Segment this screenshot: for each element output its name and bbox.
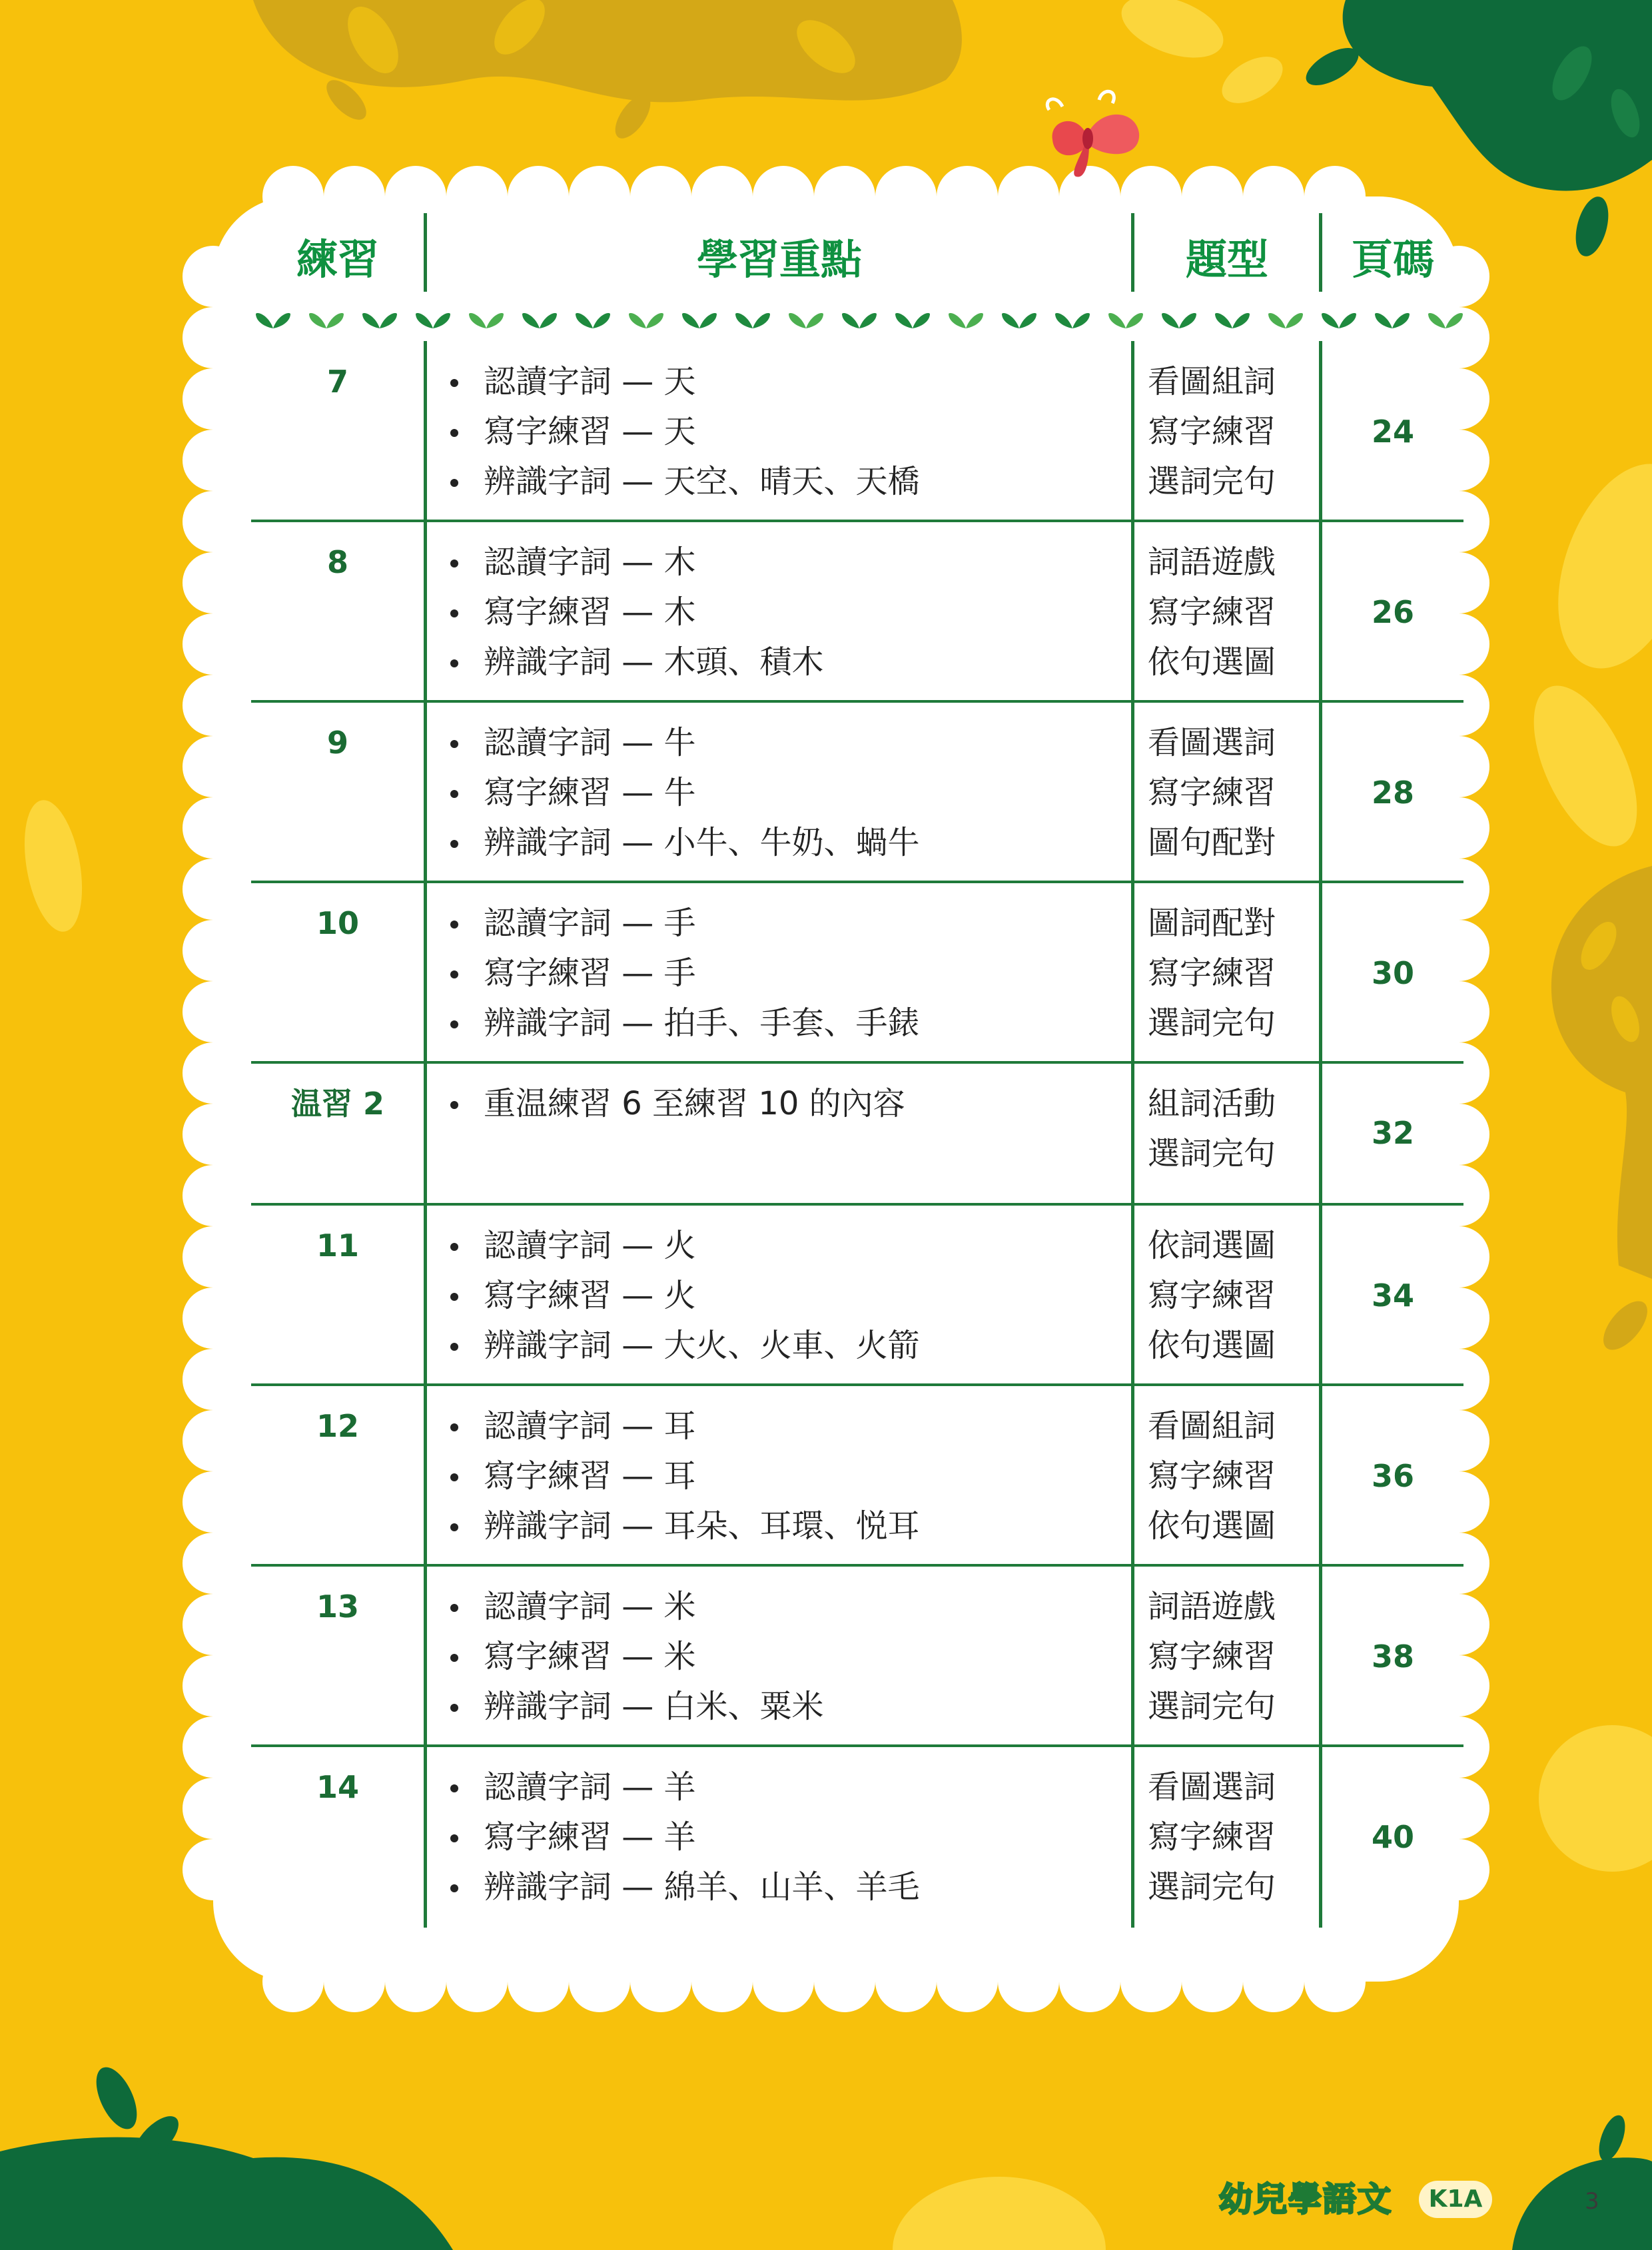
question-types xyxy=(1148,1221,1280,1371)
column-header-practice: 練習 xyxy=(296,235,379,284)
list-item: 寫字練習 — 羊 xyxy=(446,1812,1112,1862)
list-item: 認讀字詞 — 羊 xyxy=(446,1762,1112,1812)
question-type: 依詞選圖 xyxy=(1148,1227,1276,1264)
question-type: 詞語遊戲 xyxy=(1148,1588,1276,1625)
sprout-icon xyxy=(895,313,930,328)
question-type: 寫字練習 xyxy=(1148,413,1276,450)
sprout-icon xyxy=(309,313,344,328)
practice-number: 7 xyxy=(326,364,348,400)
list-item: 辨識字詞 — 大火、火車、火箭 xyxy=(446,1321,1112,1371)
question-type: 寫字練習 xyxy=(1148,1818,1276,1856)
list-item: 寫字練習 — 天 xyxy=(446,407,1112,457)
sprout-icon xyxy=(1268,313,1303,328)
question-type: 圖詞配對 xyxy=(1148,905,1276,942)
level-badge: K1A xyxy=(1419,2181,1492,2218)
sprout-icon xyxy=(1322,313,1356,328)
header-divider xyxy=(424,213,427,292)
question-type: 依句選圖 xyxy=(1148,1327,1276,1364)
sprout-icon xyxy=(469,313,504,328)
question-type: 寫字練習 xyxy=(1148,954,1276,992)
question-type: 選詞完句 xyxy=(1148,1004,1276,1042)
question-types xyxy=(1148,1762,1280,1912)
sprout-icon xyxy=(1215,313,1250,328)
row-divider xyxy=(251,1744,1463,1747)
sprout-icon xyxy=(1162,313,1196,328)
list-item: 寫字練習 — 木 xyxy=(446,587,1112,637)
page-number: 24 xyxy=(1371,414,1414,450)
column-header-page: 頁碼 xyxy=(1351,235,1434,284)
question-type: 寫字練習 xyxy=(1148,1457,1276,1495)
learning-points xyxy=(446,538,1112,687)
list-item: 認讀字詞 — 米 xyxy=(446,1582,1112,1632)
question-types xyxy=(1148,1401,1280,1551)
learning-points xyxy=(446,1762,1112,1912)
sprout-icon xyxy=(949,313,983,328)
practice-number: 10 xyxy=(316,905,359,941)
question-type: 選詞完句 xyxy=(1148,1135,1276,1172)
list-item: 辨識字詞 — 木頭、積木 xyxy=(446,637,1112,687)
list-item: 辨識字詞 — 綿羊、山羊、羊毛 xyxy=(446,1862,1112,1912)
sprout-icon xyxy=(789,313,823,328)
list-item: 認讀字詞 — 火 xyxy=(446,1221,1112,1271)
row-divider xyxy=(251,1061,1463,1064)
list-item: 認讀字詞 — 牛 xyxy=(446,718,1112,768)
sprout-icon xyxy=(1108,313,1143,328)
sprout-icon xyxy=(842,313,877,328)
page-number: 32 xyxy=(1371,1115,1414,1151)
list-item: 寫字練習 — 火 xyxy=(446,1271,1112,1321)
sprout-icon xyxy=(362,313,397,328)
question-type: 看圖選詞 xyxy=(1148,724,1276,761)
practice-number: 13 xyxy=(316,1589,359,1625)
page-number: 34 xyxy=(1371,1278,1414,1313)
row-divider xyxy=(251,1564,1463,1567)
question-type: 選詞完句 xyxy=(1148,1688,1276,1725)
row-divider xyxy=(251,520,1463,522)
question-types xyxy=(1148,718,1280,868)
page-number: 26 xyxy=(1371,594,1414,630)
sprout-icon xyxy=(522,313,557,328)
list-item: 認讀字詞 — 手 xyxy=(446,899,1112,948)
column-header-type: 題型 xyxy=(1185,235,1268,284)
list-item: 認讀字詞 — 木 xyxy=(446,538,1112,587)
question-type: 寫字練習 xyxy=(1148,1638,1276,1675)
column-divider xyxy=(1131,341,1134,1928)
question-type: 寫字練習 xyxy=(1148,774,1276,811)
question-type: 寫字練習 xyxy=(1148,1277,1276,1314)
practice-number: 11 xyxy=(316,1228,359,1264)
header-divider xyxy=(1131,213,1134,292)
book-title-logo: 幼兒學語文 xyxy=(1219,2180,1392,2219)
page-number-footer: 3 xyxy=(1585,2188,1599,2215)
row-divider xyxy=(251,700,1463,703)
sprout-icon xyxy=(629,313,663,328)
learning-points xyxy=(446,357,1112,507)
list-item: 寫字練習 — 米 xyxy=(446,1632,1112,1682)
list-item: 辨識字詞 — 拍手、手套、手錶 xyxy=(446,998,1112,1048)
sprout-icon xyxy=(416,313,450,328)
sprout-icon xyxy=(1375,313,1410,328)
learning-points xyxy=(446,1582,1112,1732)
list-item: 認讀字詞 — 耳 xyxy=(446,1401,1112,1451)
learning-points xyxy=(446,1079,1112,1129)
question-type: 圖句配對 xyxy=(1148,824,1276,861)
question-type: 依句選圖 xyxy=(1148,1507,1276,1545)
page-number: 36 xyxy=(1371,1458,1414,1494)
column-header-focus: 學習重點 xyxy=(696,235,862,284)
learning-points xyxy=(446,1401,1112,1551)
learning-points xyxy=(446,899,1112,1048)
question-type: 組詞活動 xyxy=(1148,1085,1276,1122)
list-item: 辨識字詞 — 小牛、牛奶、蝸牛 xyxy=(446,818,1112,868)
page-number: 40 xyxy=(1371,1819,1414,1855)
question-type: 依句選圖 xyxy=(1148,643,1276,681)
butterfly-icon xyxy=(1036,87,1156,187)
question-types xyxy=(1148,1079,1280,1179)
sprout-icon xyxy=(576,313,610,328)
question-type: 選詞完句 xyxy=(1148,1868,1276,1906)
question-type: 看圖組詞 xyxy=(1148,1407,1276,1445)
sprout-icon xyxy=(1002,313,1036,328)
header-divider xyxy=(1319,213,1322,292)
page-number: 28 xyxy=(1371,775,1414,811)
page-number: 38 xyxy=(1371,1639,1414,1675)
list-item: 寫字練習 — 手 xyxy=(446,948,1112,998)
question-types xyxy=(1148,899,1280,1048)
sprout-icon xyxy=(735,313,770,328)
question-type: 看圖選詞 xyxy=(1148,1768,1276,1806)
practice-number: 温習 2 xyxy=(290,1086,385,1122)
question-type: 寫字練習 xyxy=(1148,593,1276,631)
row-divider xyxy=(251,881,1463,883)
row-divider xyxy=(251,1203,1463,1206)
page-number: 30 xyxy=(1371,955,1414,991)
list-item: 辨識字詞 — 耳朵、耳環、悦耳 xyxy=(446,1501,1112,1551)
question-type: 看圖組詞 xyxy=(1148,363,1276,400)
sprout-icon xyxy=(1055,313,1090,328)
list-item: 認讀字詞 — 天 xyxy=(446,357,1112,407)
practice-number: 9 xyxy=(326,725,348,761)
row-divider xyxy=(251,1383,1463,1386)
learning-points xyxy=(446,1221,1112,1371)
sprout-icon xyxy=(1428,313,1463,328)
list-item: 辨識字詞 — 白米、粟米 xyxy=(446,1682,1112,1732)
question-types xyxy=(1148,538,1280,687)
sprout-icon xyxy=(256,313,290,328)
list-item: 寫字練習 — 耳 xyxy=(446,1451,1112,1501)
list-item: 辨識字詞 — 天空、晴天、天橋 xyxy=(446,457,1112,507)
question-type: 詞語遊戲 xyxy=(1148,544,1276,581)
sprout-divider xyxy=(246,296,1472,336)
learning-points xyxy=(446,718,1112,868)
question-types xyxy=(1148,357,1280,507)
practice-number: 12 xyxy=(316,1408,359,1444)
list-item: 重温練習 6 至練習 10 的內容 xyxy=(446,1079,1112,1129)
question-types xyxy=(1148,1582,1280,1732)
practice-number: 8 xyxy=(326,544,348,580)
practice-number: 14 xyxy=(316,1769,359,1805)
question-type: 選詞完句 xyxy=(1148,463,1276,500)
list-item: 寫字練習 — 牛 xyxy=(446,768,1112,818)
sprout-icon xyxy=(682,313,717,328)
